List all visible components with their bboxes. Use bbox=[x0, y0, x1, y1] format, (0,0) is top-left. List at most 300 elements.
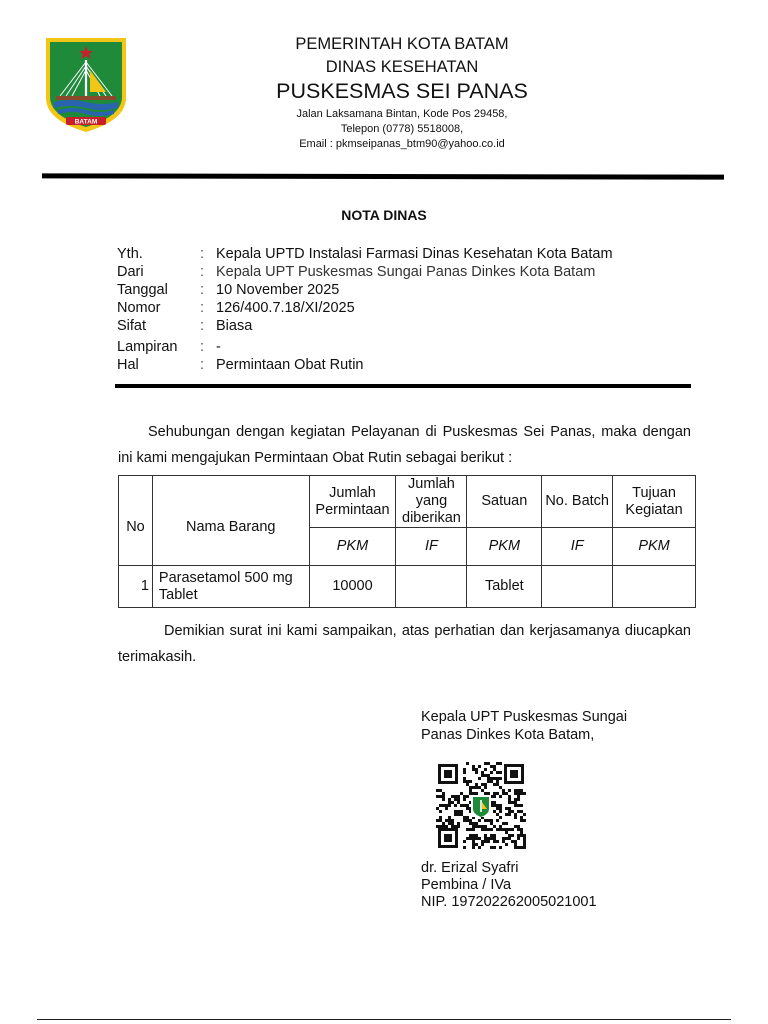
qr-module bbox=[481, 828, 484, 831]
qr-module bbox=[469, 792, 472, 795]
qr-module bbox=[505, 828, 508, 831]
qr-module bbox=[442, 795, 445, 798]
intro-paragraph: Sehubungan dengan kegiatan Pelayanan di Puskesmas Sei Panas, maka dengan ini kami mengajukan Permintaan Obat Rutin sebagai berikut : bbox=[118, 424, 691, 466]
qr-module bbox=[496, 813, 499, 816]
qr-module bbox=[505, 822, 508, 825]
qr-module bbox=[466, 819, 469, 822]
qr-module bbox=[454, 804, 457, 807]
qr-module bbox=[478, 819, 481, 822]
qr-module bbox=[484, 825, 487, 828]
header-unit: Satuan bbox=[467, 476, 542, 528]
qr-module bbox=[451, 825, 454, 828]
qr-module bbox=[508, 795, 511, 798]
subheader-cell: PKM bbox=[613, 528, 696, 566]
qr-module bbox=[508, 789, 511, 792]
qr-module bbox=[496, 828, 499, 831]
qr-module bbox=[448, 798, 451, 801]
qr-module bbox=[442, 822, 445, 825]
meta-colon: : bbox=[200, 246, 205, 262]
cell-requested-qty: 10000 bbox=[309, 566, 396, 608]
qr-module bbox=[505, 843, 508, 846]
qr-module bbox=[514, 813, 517, 816]
qr-module bbox=[508, 828, 511, 831]
qr-module bbox=[484, 786, 487, 789]
qr-module bbox=[520, 834, 523, 837]
qr-module bbox=[457, 813, 460, 816]
meta-colon: : bbox=[200, 264, 205, 280]
qr-module bbox=[484, 783, 487, 786]
qr-module bbox=[469, 819, 472, 822]
qr-module bbox=[487, 774, 490, 777]
qr-module bbox=[514, 801, 517, 804]
qr-module bbox=[487, 777, 490, 780]
qr-module bbox=[451, 822, 454, 825]
qr-module bbox=[487, 837, 490, 840]
qr-module bbox=[514, 825, 517, 828]
qr-module bbox=[484, 762, 487, 765]
qr-module bbox=[520, 831, 523, 834]
subheader-cell: PKM bbox=[309, 528, 396, 566]
qr-module bbox=[463, 795, 466, 798]
qr-module bbox=[463, 840, 466, 843]
qr-module bbox=[439, 804, 442, 807]
qr-module bbox=[457, 801, 460, 804]
qr-module bbox=[502, 789, 505, 792]
qr-module bbox=[502, 840, 505, 843]
qr-module bbox=[478, 837, 481, 840]
qr-module bbox=[505, 813, 508, 816]
qr-module bbox=[517, 825, 520, 828]
qr-module bbox=[475, 792, 478, 795]
qr-module bbox=[484, 774, 487, 777]
qr-module bbox=[460, 804, 463, 807]
signatory-position-line1: Kepala UPT Puskesmas Sungai bbox=[421, 709, 628, 725]
qr-module bbox=[463, 768, 466, 771]
qr-module bbox=[481, 825, 484, 828]
qr-module bbox=[448, 816, 451, 819]
qr-module bbox=[472, 846, 475, 849]
qr-module bbox=[484, 792, 487, 795]
qr-module bbox=[508, 837, 511, 840]
qr-module bbox=[508, 810, 511, 813]
qr-module bbox=[520, 828, 523, 831]
qr-module bbox=[523, 792, 526, 795]
subheader-cell: PKM bbox=[467, 528, 542, 566]
qr-module bbox=[523, 846, 526, 849]
qr-module bbox=[487, 828, 490, 831]
qr-module bbox=[523, 819, 526, 822]
closing-paragraph: Demikian surat ini kami sampaikan, atas perhatian dan kerjasamanya diucapkan terimakasih. bbox=[118, 623, 691, 665]
qr-module bbox=[463, 771, 466, 774]
qr-module bbox=[457, 825, 460, 828]
header-item-name: Nama Barang bbox=[152, 476, 309, 566]
meta-colon: : bbox=[200, 282, 205, 298]
qr-module bbox=[484, 837, 487, 840]
qr-module bbox=[514, 798, 517, 801]
qr-module bbox=[502, 792, 505, 795]
qr-module bbox=[475, 834, 478, 837]
qr-module bbox=[493, 837, 496, 840]
qr-module bbox=[454, 798, 457, 801]
meta-value: Biasa bbox=[216, 318, 253, 334]
qr-module bbox=[460, 810, 463, 813]
qr-module bbox=[487, 819, 490, 822]
qr-module bbox=[439, 825, 442, 828]
qr-module bbox=[454, 795, 457, 798]
qr-module bbox=[499, 777, 502, 780]
qr-module bbox=[487, 780, 490, 783]
qr-module bbox=[448, 804, 451, 807]
qr-module bbox=[436, 819, 439, 822]
qr-module bbox=[463, 780, 466, 783]
qr-module bbox=[517, 828, 520, 831]
qr-module bbox=[475, 786, 478, 789]
qr-module bbox=[442, 798, 445, 801]
qr-module bbox=[457, 810, 460, 813]
meta-colon: : bbox=[200, 300, 205, 316]
qr-module bbox=[508, 807, 511, 810]
meta-colon: : bbox=[200, 339, 205, 355]
qr-module bbox=[517, 798, 520, 801]
qr-module bbox=[454, 825, 457, 828]
qr-module bbox=[469, 786, 472, 789]
qr-module bbox=[490, 837, 493, 840]
meta-key: Dari bbox=[117, 264, 144, 280]
cell-purpose bbox=[613, 566, 696, 608]
qr-module bbox=[481, 843, 484, 846]
qr-module bbox=[493, 804, 496, 807]
qr-module bbox=[505, 807, 508, 810]
qr-module bbox=[499, 771, 502, 774]
qr-module bbox=[490, 846, 493, 849]
qr-module bbox=[463, 819, 466, 822]
qr-module bbox=[484, 819, 487, 822]
qr-module bbox=[508, 813, 511, 816]
qr-module bbox=[442, 792, 445, 795]
qr-module bbox=[484, 828, 487, 831]
header-no: No bbox=[119, 476, 153, 566]
letterhead-address: Jalan Laksamana Bintan, Kode Pos 29458, bbox=[296, 108, 508, 120]
letterhead-department: DINAS KESEHATAN bbox=[325, 58, 479, 76]
qr-module bbox=[505, 831, 508, 834]
qr-module bbox=[493, 801, 496, 804]
meta-key: Hal bbox=[117, 357, 139, 373]
qr-module bbox=[508, 834, 511, 837]
meta-value: Kepala UPT Puskesmas Sungai Panas Dinkes Kota Batam bbox=[216, 264, 596, 280]
qr-module bbox=[472, 768, 475, 771]
qr-module bbox=[472, 822, 475, 825]
qr-module bbox=[466, 828, 469, 831]
qr-module bbox=[496, 807, 499, 810]
qr-module bbox=[463, 816, 466, 819]
qr-module bbox=[454, 810, 457, 813]
qr-module bbox=[442, 825, 445, 828]
qr-module bbox=[475, 843, 478, 846]
qr-module bbox=[457, 795, 460, 798]
qr-module bbox=[436, 807, 439, 810]
cell-batch-no bbox=[542, 566, 613, 608]
letterhead-institution: PUSKESMAS SEI PANAS bbox=[276, 79, 528, 103]
qr-module bbox=[490, 777, 493, 780]
qr-module bbox=[439, 810, 442, 813]
signatory-position-line2: Panas Dinkes Kota Batam, bbox=[421, 727, 595, 743]
qr-module bbox=[460, 792, 463, 795]
qr-module bbox=[490, 765, 493, 768]
qr-module bbox=[481, 789, 484, 792]
qr-module bbox=[520, 792, 523, 795]
qr-module bbox=[469, 789, 472, 792]
qr-module bbox=[478, 846, 481, 849]
qr-module bbox=[508, 798, 511, 801]
qr-module bbox=[520, 819, 523, 822]
meta-colon: : bbox=[200, 318, 205, 334]
metadata-divider bbox=[115, 384, 691, 388]
qr-module bbox=[508, 801, 511, 804]
qr-module bbox=[511, 810, 514, 813]
qr-module bbox=[523, 834, 526, 837]
qr-module bbox=[436, 795, 439, 798]
qr-module bbox=[481, 783, 484, 786]
qr-module bbox=[514, 789, 517, 792]
meta-colon: : bbox=[200, 357, 205, 373]
qr-module bbox=[520, 846, 523, 849]
meta-key: Nomor bbox=[117, 300, 161, 316]
qr-module bbox=[496, 780, 499, 783]
svg-text:BATAM: BATAM bbox=[74, 118, 98, 126]
qr-module bbox=[481, 771, 484, 774]
footer-divider bbox=[37, 1019, 731, 1020]
qr-module bbox=[505, 792, 508, 795]
qr-module bbox=[499, 795, 502, 798]
qr-module bbox=[484, 834, 487, 837]
qr-module bbox=[466, 762, 469, 765]
meta-value: - bbox=[216, 339, 221, 355]
qr-module bbox=[472, 825, 475, 828]
qr-module bbox=[487, 762, 490, 765]
meta-key: Lampiran bbox=[117, 339, 178, 355]
qr-module bbox=[478, 786, 481, 789]
meta-key: Yth. bbox=[117, 246, 143, 262]
signatory-nip: NIP. 197202262005021001 bbox=[421, 894, 597, 910]
qr-module bbox=[475, 837, 478, 840]
table-header-row bbox=[119, 476, 696, 528]
qr-module bbox=[454, 813, 457, 816]
letterhead-government: PEMERINTAH KOTA BATAM bbox=[295, 35, 509, 53]
header-requested-qty: Jumlah Permintaan bbox=[309, 476, 396, 528]
header-given-qty: Jumlah yang diberikan bbox=[396, 476, 467, 528]
qr-module bbox=[451, 795, 454, 798]
qr-module bbox=[514, 846, 517, 849]
qr-module bbox=[523, 837, 526, 840]
qr-module bbox=[469, 834, 472, 837]
qr-module bbox=[466, 804, 469, 807]
qr-module bbox=[469, 828, 472, 831]
qr-module bbox=[490, 834, 493, 837]
qr-module bbox=[493, 834, 496, 837]
qr-module bbox=[472, 834, 475, 837]
qr-module bbox=[475, 822, 478, 825]
cell-unit: Tablet bbox=[467, 566, 542, 608]
qr-module bbox=[493, 840, 496, 843]
qr-module bbox=[451, 819, 454, 822]
qr-module bbox=[463, 846, 466, 849]
qr-module bbox=[493, 792, 496, 795]
qr-module bbox=[490, 780, 493, 783]
qr-module bbox=[451, 801, 454, 804]
qr-module bbox=[472, 837, 475, 840]
qr-module bbox=[445, 804, 448, 807]
qr-module bbox=[448, 819, 451, 822]
qr-module bbox=[445, 825, 448, 828]
qr-module bbox=[487, 840, 490, 843]
qr-module bbox=[517, 795, 520, 798]
cell-given-qty bbox=[396, 566, 467, 608]
qr-module bbox=[439, 795, 442, 798]
qr-module bbox=[466, 783, 469, 786]
qr-module bbox=[511, 840, 514, 843]
document-title: NOTA DINAS bbox=[341, 207, 427, 223]
meta-value: Kepala UPTD Instalasi Farmasi Dinas Kesehatan Kota Batam bbox=[216, 246, 613, 262]
qr-module bbox=[436, 825, 439, 828]
qr-module bbox=[517, 810, 520, 813]
qr-module bbox=[493, 768, 496, 771]
header-batch-no: No. Batch bbox=[542, 476, 613, 528]
qr-module bbox=[463, 804, 466, 807]
qr-module bbox=[490, 828, 493, 831]
qr-module bbox=[511, 834, 514, 837]
qr-module bbox=[481, 774, 484, 777]
qr-module bbox=[520, 804, 523, 807]
qr-module bbox=[511, 801, 514, 804]
qr-module bbox=[478, 825, 481, 828]
qr-module bbox=[469, 822, 472, 825]
qr-module bbox=[511, 828, 514, 831]
signatory-name: dr. Erizal Syafri bbox=[421, 860, 519, 876]
medicine-request-table bbox=[118, 475, 696, 608]
qr-module bbox=[502, 822, 505, 825]
signatory-rank: Pembina / IVa bbox=[421, 877, 512, 893]
qr-module bbox=[472, 828, 475, 831]
qr-module bbox=[490, 822, 493, 825]
qr-module bbox=[460, 813, 463, 816]
qr-module bbox=[496, 771, 499, 774]
qr-module bbox=[484, 840, 487, 843]
qr-module bbox=[496, 840, 499, 843]
qr-module bbox=[496, 783, 499, 786]
qr-module bbox=[499, 810, 502, 813]
qr-module bbox=[499, 786, 502, 789]
qr-module bbox=[466, 816, 469, 819]
qr-module bbox=[478, 777, 481, 780]
qr-module bbox=[499, 762, 502, 765]
qr-module bbox=[475, 825, 478, 828]
qr-module bbox=[466, 780, 469, 783]
qr-module bbox=[469, 837, 472, 840]
qr-module bbox=[517, 834, 520, 837]
qr-module bbox=[472, 792, 475, 795]
qr-module bbox=[523, 843, 526, 846]
qr-module bbox=[514, 804, 517, 807]
qr-module bbox=[502, 828, 505, 831]
qr-module bbox=[493, 810, 496, 813]
qr-module bbox=[496, 804, 499, 807]
qr-code-signature bbox=[436, 762, 526, 850]
qr-module bbox=[439, 816, 442, 819]
qr-module bbox=[514, 840, 517, 843]
qr-module bbox=[493, 777, 496, 780]
subheader-cell: IF bbox=[396, 528, 467, 566]
qr-module bbox=[499, 825, 502, 828]
qr-module bbox=[499, 807, 502, 810]
qr-module bbox=[517, 789, 520, 792]
qr-module bbox=[496, 792, 499, 795]
qr-module bbox=[457, 822, 460, 825]
qr-module bbox=[490, 819, 493, 822]
qr-module bbox=[517, 804, 520, 807]
qr-module bbox=[493, 765, 496, 768]
qr-module bbox=[484, 768, 487, 771]
qr-module bbox=[475, 768, 478, 771]
qr-module bbox=[439, 789, 442, 792]
qr-module bbox=[520, 816, 523, 819]
qr-module bbox=[499, 804, 502, 807]
qr-module bbox=[520, 789, 523, 792]
qr-module bbox=[448, 822, 451, 825]
meta-key: Tanggal bbox=[117, 282, 168, 298]
qr-module bbox=[463, 798, 466, 801]
qr-module bbox=[502, 837, 505, 840]
qr-module bbox=[478, 765, 481, 768]
cell-item-name: Parasetamol 500 mg Tablet bbox=[152, 566, 309, 608]
qr-module bbox=[472, 840, 475, 843]
qr-module bbox=[514, 792, 517, 795]
qr-module bbox=[436, 789, 439, 792]
letterhead-email: Email : pkmseipanas_btm90@yahoo.co.id bbox=[299, 138, 505, 150]
qr-module bbox=[499, 816, 502, 819]
subheader-cell: IF bbox=[542, 528, 613, 566]
qr-module bbox=[493, 846, 496, 849]
qr-module bbox=[466, 795, 469, 798]
meta-value: 10 November 2025 bbox=[216, 282, 340, 298]
qr-module bbox=[472, 765, 475, 768]
letterhead-phone: Telepon (0778) 5518008, bbox=[340, 123, 464, 135]
table-row bbox=[119, 566, 696, 608]
qr-module bbox=[496, 777, 499, 780]
qr-module bbox=[523, 840, 526, 843]
qr-module bbox=[493, 783, 496, 786]
qr-module bbox=[505, 837, 508, 840]
qr-module bbox=[493, 795, 496, 798]
qr-module bbox=[499, 828, 502, 831]
qr-module bbox=[472, 843, 475, 846]
qr-module bbox=[517, 792, 520, 795]
qr-module bbox=[517, 846, 520, 849]
qr-module bbox=[457, 798, 460, 801]
header-purpose: Tujuan Kegiatan bbox=[613, 476, 696, 528]
qr-module bbox=[466, 807, 469, 810]
qr-module bbox=[493, 825, 496, 828]
meta-key: Sifat bbox=[117, 318, 147, 334]
qr-module bbox=[469, 780, 472, 783]
qr-module bbox=[445, 807, 448, 810]
qr-module bbox=[487, 792, 490, 795]
qr-module bbox=[439, 819, 442, 822]
qr-module bbox=[472, 786, 475, 789]
qr-module bbox=[445, 819, 448, 822]
qr-module bbox=[448, 801, 451, 804]
qr-module bbox=[496, 819, 499, 822]
qr-module bbox=[463, 777, 466, 780]
